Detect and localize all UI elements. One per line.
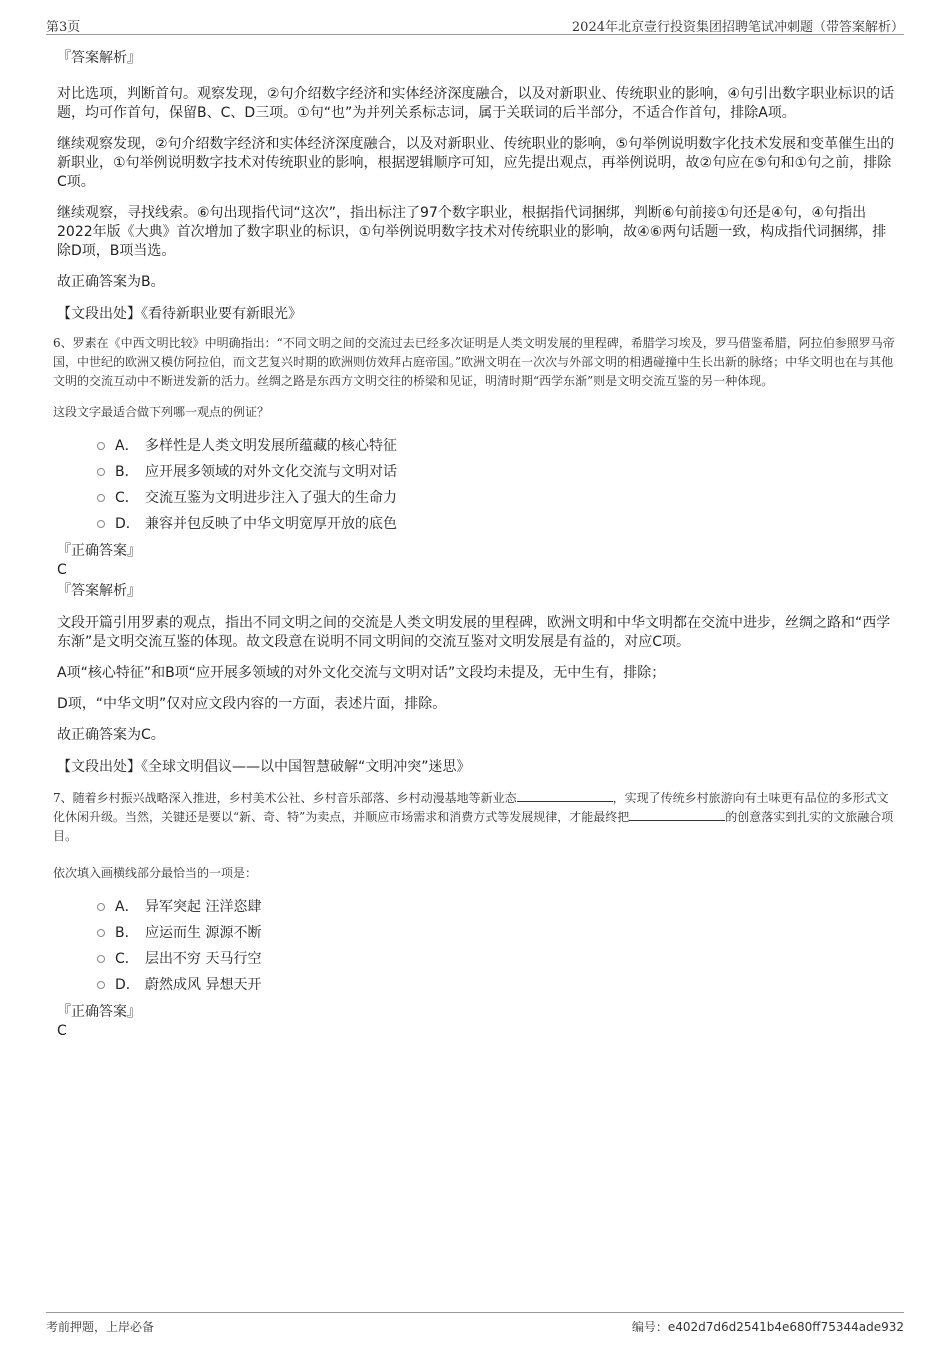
q6-option-b[interactable]: B． 应开展多领域的对外文化交流与文明对话	[57, 459, 897, 485]
q6-prompt: 这段文字最适合做下列哪一观点的例证？	[53, 405, 270, 419]
q5-analysis-para-3: 继续观察，寻找线索。⑥句出现指代词“这次”，指出标注了97个数字职业，根据指代词捆绑，判断⑥句前接①句还是④句，④句指出2022年版《大典》首次增加了数字职业的标识，①句举例说明数字技术对传统职业的影响，故④⑥两句话题一致，构成指代词捆绑，排除D项，B项当选。	[57, 205, 887, 259]
q7-question: 7、随着乡村振兴战略深入推进，乡村美术公社、乡村音乐部落、乡村动漫基地等新业态 ，实现了传统乡村旅游向有土味更有品位的多形式文化休闲升级。当然，关键还是要以“新、奇、特”为卖点，并顺应市场需求和消费方式等发展规律，才能最终把 的创意落实到扎实的文旅融合项目。	[53, 791, 894, 843]
radio-button-icon[interactable]	[97, 468, 105, 476]
q6-analysis-label: 『答案解析』	[57, 583, 141, 599]
q7-option-d[interactable]: D． 蔚然成风 异想天开	[57, 972, 897, 998]
q6-option-a[interactable]: A． 多样性是人类文明发展所蕴藏的核心特征	[57, 433, 897, 459]
q6-question: 6、罗素在《中西文明比较》中明确指出：“不同文明之间的交流过去已经多次证明是人类文明发展的里程碑，希腊学习埃及，罗马借鉴希腊，阿拉伯参照罗马帝国，中世纪的欧洲又模仿阿拉伯，而文艺复兴时期的欧洲则仿效拜占庭帝国。”欧洲文明在一次次与外部文明的相遇碰撞中生长出新的脉络；中华文明也在与其他文明的交流互动中不断迸发新的活力。丝绸之路是东西方文明交往的桥梁和见证，明清时期“西学东渐”则是文明交流互鉴的另一种体现。	[53, 336, 895, 388]
q6-answer-conclusion: 故正确答案为C。	[57, 727, 165, 743]
q6-analysis-para-1: 文段开篇引用罗素的观点，指出不同文明之间的交流是人类文明发展的里程碑，欧洲文明和中华文明都在交流中进步，丝绸之路和“西学东渐”是文明交流互鉴的体现。故文段意在说明不同文明间的交流互鉴对文明发展是有益的，对应C项。	[57, 615, 891, 650]
q5-analysis-para-2: 继续观察发现，②句介绍数字经济和实体经济深度融合，以及对新职业、传统职业的影响，⑤句举例说明数字化技术发展和变革催生出的新职业，①句举例说明数字技术对传统职业的影响，根据逻辑顺序可知，应先提出观点，再举例说明，故②句应在⑤句和①句之前，排除C项。	[57, 136, 895, 190]
q6-answer-label: 『正确答案』	[57, 543, 141, 559]
q6-option-c[interactable]: C． 交流互鉴为文明进步注入了强大的生命力	[57, 485, 897, 511]
radio-button-icon[interactable]	[97, 520, 105, 528]
document-code: 编号：e402d7d6d2541b4e680ff75344ade932	[631, 1320, 904, 1334]
page-header	[46, 14, 904, 35]
q5-source: 【文段出处】《看待新职业要有新眼光》	[57, 306, 302, 322]
fill-blank-2[interactable]	[629, 808, 725, 821]
q7-answer-label: 『正确答案』	[57, 1004, 141, 1020]
q7-option-a[interactable]: A． 异军突起 汪洋恣肆	[57, 894, 897, 920]
fill-blank-1[interactable]	[517, 789, 613, 802]
q7-prompt: 依次填入画横线部分最恰当的一项是：	[53, 866, 258, 880]
page-number: 第3页	[46, 20, 81, 35]
q6-options	[57, 433, 897, 537]
radio-button-icon[interactable]	[97, 981, 105, 989]
footer-slogan: 考前押题，上岸必备	[46, 1320, 155, 1334]
radio-button-icon[interactable]	[97, 929, 105, 937]
q5-analysis-label: 『答案解析』	[57, 50, 141, 66]
q5-analysis-para-1: 对比选项，判断首句。观察发现，②句介绍数字经济和实体经济深度融合，以及对新职业、传统职业的影响，④句引出数字职业标识的话题，均可作首句，保留B、C、D三项。①句“也”为并列关系标志词，属于关联词的后半部分，不适合作首句，排除A项。	[57, 86, 895, 121]
q6-option-d[interactable]: D． 兼容并包反映了中华文明宽厚开放的底色	[57, 511, 897, 537]
q6-analysis-para-2: A项“核心特征”和B项“应开展多领域的对外文化交流与文明对话”文段均未提及，无中生有，排除；	[57, 665, 666, 681]
q7-option-c[interactable]: C． 层出不穷 天马行空	[57, 946, 897, 972]
q6-answer: C	[57, 562, 67, 578]
q6-source: 【文段出处】《全球文明倡议——以中国智慧破解“文明冲突”迷思》	[57, 759, 471, 775]
q6-analysis-para-3: D项，“中华文明”仅对应文段内容的一方面，表述片面，排除。	[57, 696, 447, 712]
document-title: 2024年北京壹行投资集团招聘笔试冲刺题（带答案解析）	[571, 20, 904, 35]
q7-option-b[interactable]: B． 应运而生 源源不断	[57, 920, 897, 946]
q7-answer: C	[57, 1023, 67, 1039]
page-content	[53, 44, 897, 1040]
radio-button-icon[interactable]	[97, 955, 105, 963]
q7-options	[57, 894, 897, 998]
radio-button-icon[interactable]	[97, 442, 105, 450]
radio-button-icon[interactable]	[97, 903, 105, 911]
q5-answer-conclusion: 故正确答案为B。	[57, 274, 165, 290]
page-footer	[46, 1312, 904, 1335]
radio-button-icon[interactable]	[97, 494, 105, 502]
